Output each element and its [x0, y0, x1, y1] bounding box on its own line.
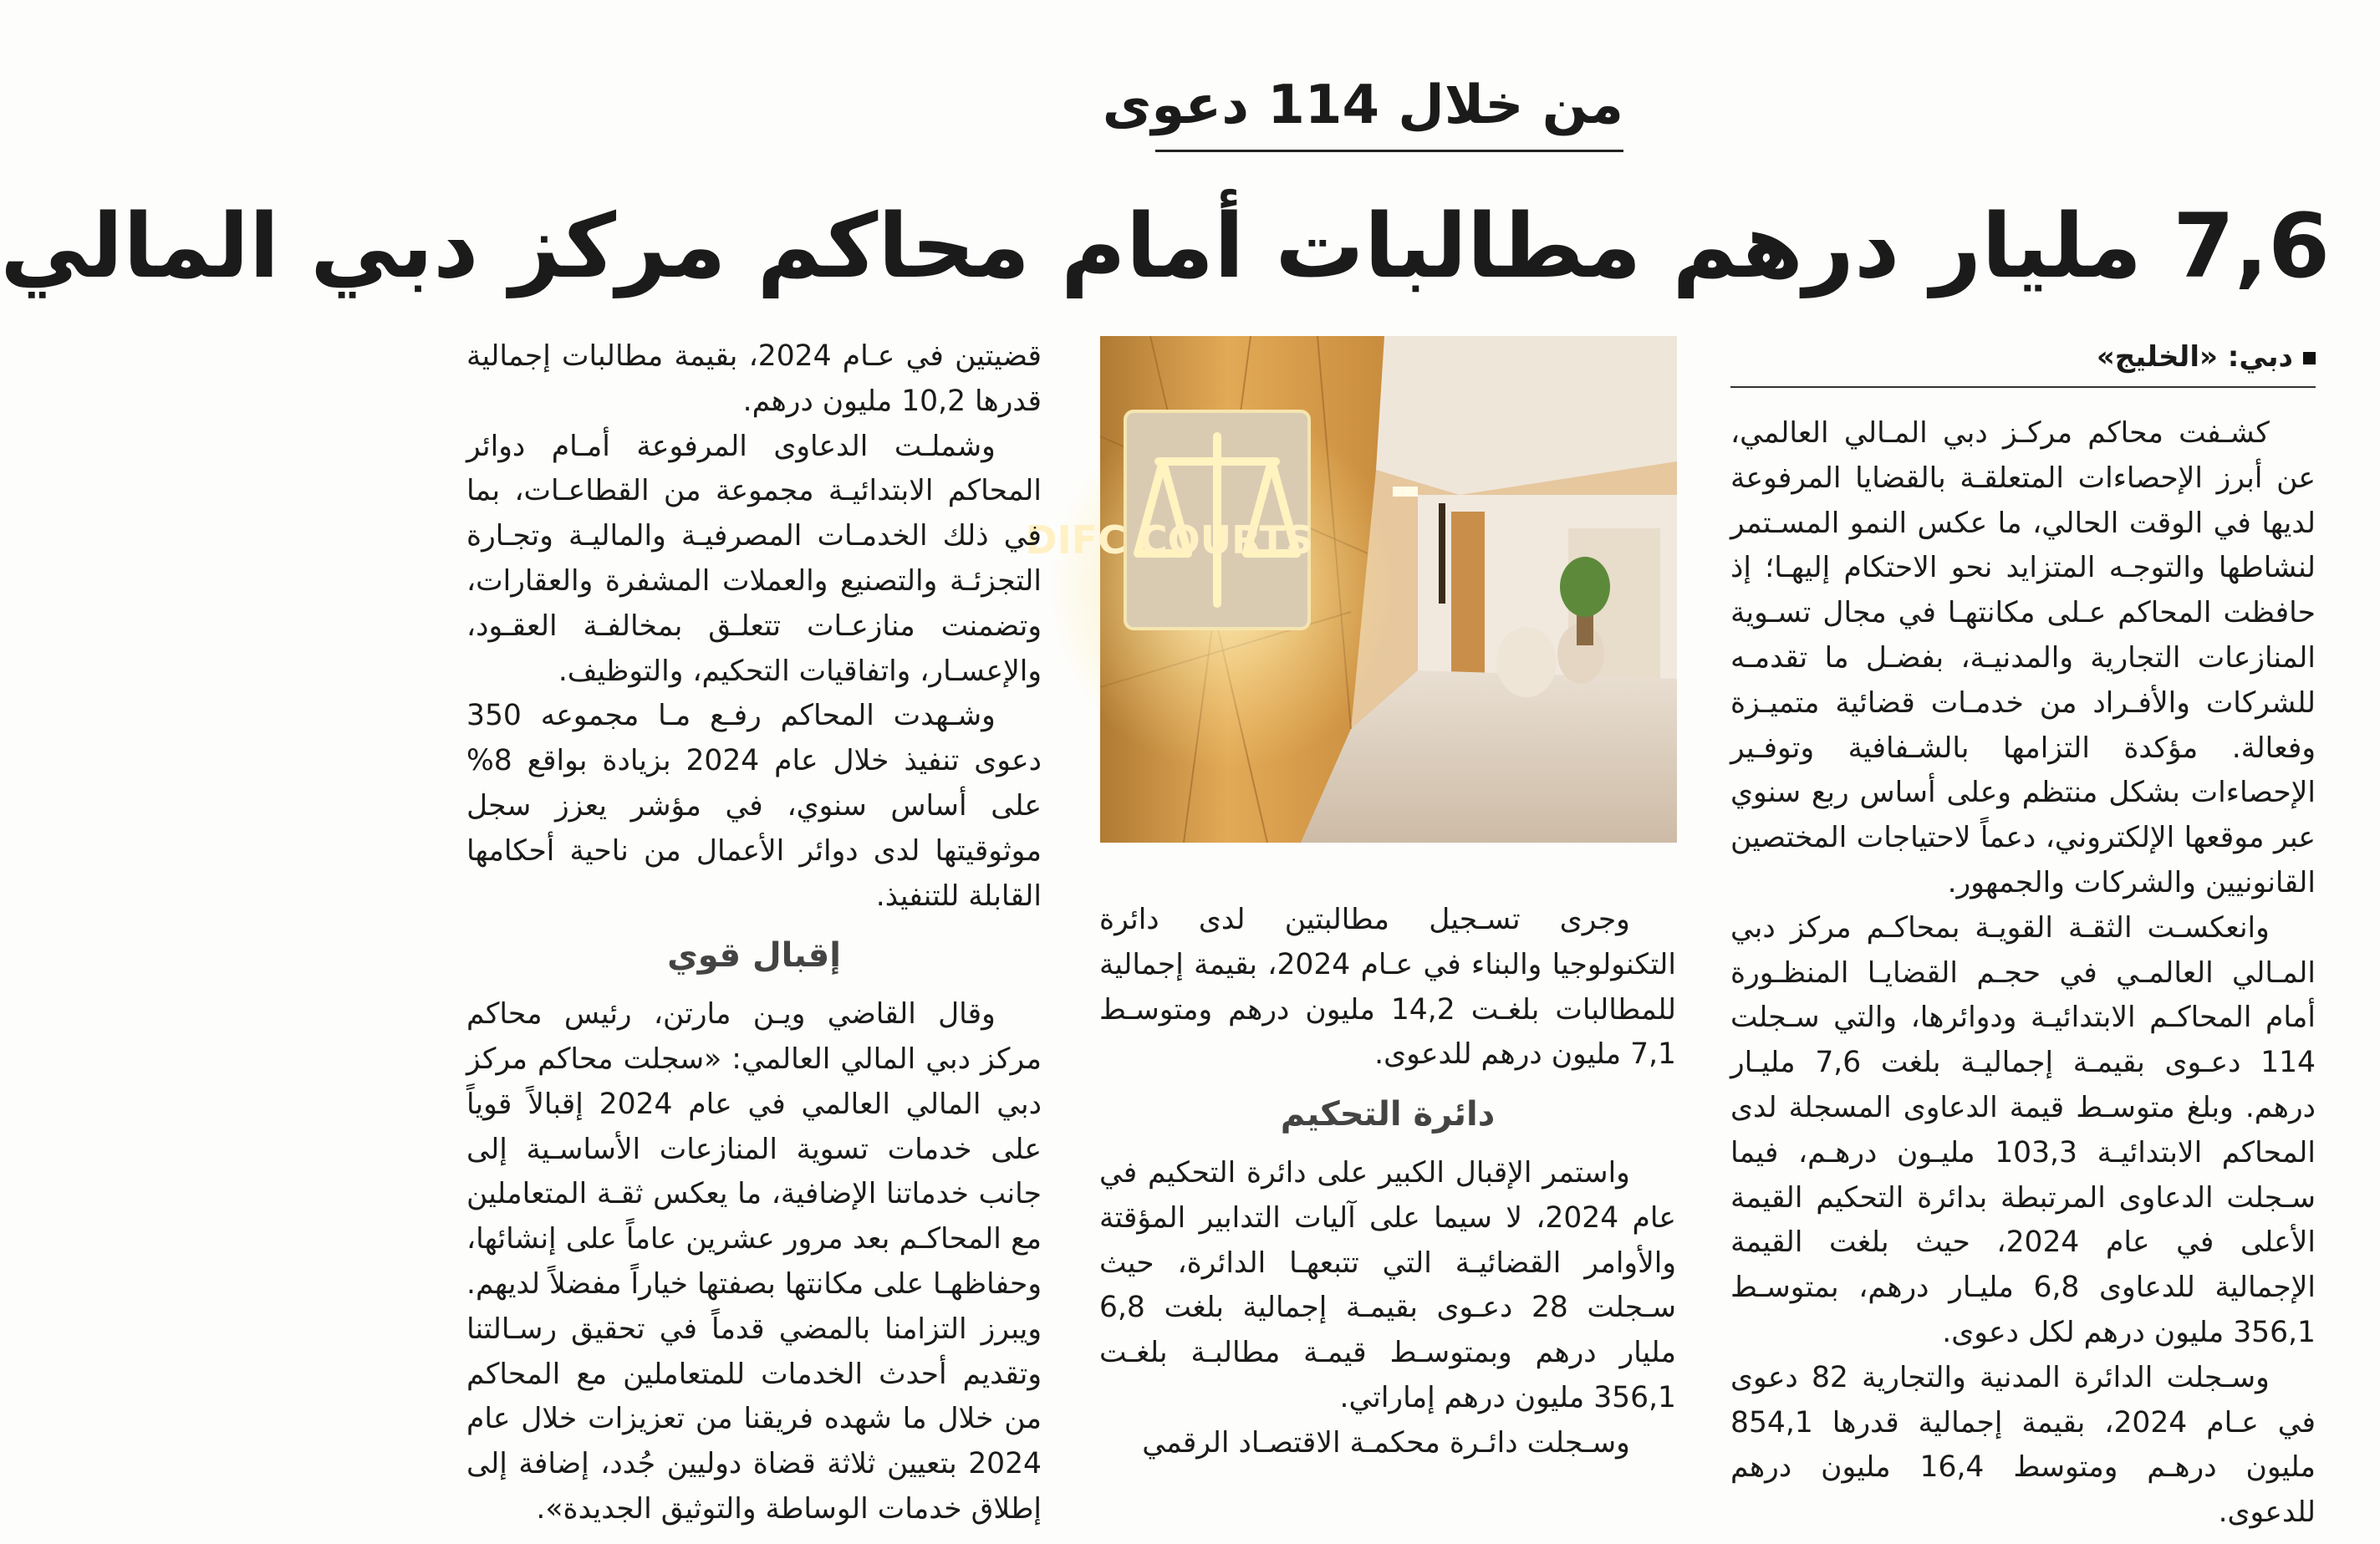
subheading: إقبال قوي — [667, 936, 841, 976]
paragraph: وقال القاضي ويـن مارتن، رئيس محاكم مركز دبي المالي العالمي: «سجلت محاكم مركز دبي المالي العالمي في عام 2024 إقبالاً قوياً على خدمات تسوية المنازعات الأساسـية إلى جانب خدماتنا الإضافية، ما يعكس ثقـة المتعاملين مع المحاكـم بعد مرور عشرين عاماً على إنشائها، وحفاظهـا على مكانتها بصفتها خياراً مفضلاً لديهم. ويبرز التزامنا بالمضي قدماً في تحقيق رسـالتنا وتقديم أحدث الخدمات للمتعاملين مع المحاكم من خلال ما شهده فريقنا من تعزيزات خلال عام 2024 بتعيين ثلاثة قضاة دوليين جُدد، إضافة إلى إطلاق خدمات الوساطة والتوثيق الجديدة». — [466, 997, 1042, 1526]
paragraph: وشملـت الدعاوى المرفوعة أمـام دوائر المحاكم الابتدائيـة مجموعة من القطاعـات، بما في ذلك الخدمـات المصرفيـة والماليـة وتجـارة التجزئـة والتصنيع والعملات المشفرة والعقارات، وتضمنت منازعـات تتعلـق بمخالفـة العقـود، والإعسـار، واتفاقيات التحكيم، والتوظيف. — [466, 429, 1042, 688]
middle-column — [1099, 898, 1676, 1466]
bullet-square-icon — [2303, 352, 2316, 364]
courts-lobby-photo — [1025, 336, 1677, 843]
photo-sign-text: DIFC COURTS — [1025, 517, 1313, 563]
paragraph: وسـجلت الدائرة المدنية والتجارية 82 دعوى في عـام 2024، بقيمة إجمالية قدرها 854,1 مليون درهـم ومتوسط 16,4 مليون درهم للدعوى. — [1730, 1360, 2316, 1530]
right-column — [1730, 334, 2316, 1536]
paragraph: وسـجلت دائـرة محكمـة الاقتصـاد الرقمي — [1142, 1425, 1630, 1460]
paragraph: واستمر الإقبال الكبير على دائرة التحكيم في عام 2024، لا سيما على آليات التدابير المؤقتة والأوامر القضائيـة التي تتبعهـا الدائرة، حيث سـجلت 28 دعـوى بقيمـة إجمالية بلغت 6,8 مليار درهم وبمتوسـط قيمـة مطالبـة بلغـت 356,1 مليون درهم إماراتي. — [1099, 1155, 1676, 1414]
byline — [1730, 334, 2316, 388]
left-column — [466, 334, 1042, 1532]
paragraph: كشـفت محاكم مركـز دبي المـالي العالمي، عن أبرز الإحصاءات المتعلقـة بالقضايا المرفوعة لديها في الوقت الحالي، ما عكس النمو المسـتمر لنشاطها والتوجـه المتزايد نحو الاحتكام إليهـا؛ إذ حافظت المحاكم عـلى مكانتهـا في مجال تسـوية المنازعات التجارية والمدنيـة، بفضـل ما تقدمـه للشركات والأفـراد من خدمـات قضائية متميـزة وفعالة. مؤكدة التزامها بالشـفافية وتوفـير الإحصاءات بشكل منتظم وعلى أساس ربع سنوي عبر موقعها الإلكتروني، دعماً لاحتياجات المختصين القانونيين والشركات والجمهور. — [1730, 416, 2316, 899]
subheading: دائرة التحكيم — [1280, 1095, 1496, 1134]
article-kicker: من خلال 114 دعوى — [1155, 59, 1623, 152]
byline-text: دبي: «الخليج» — [2096, 340, 2293, 374]
paragraph: قضيتين في عـام 2024، بقيمة مطالبات إجمالية قدرها 10,2 مليون درهم. — [466, 339, 1042, 418]
paragraph: وشـهدت المحاكم رفـع مـا مجموعه 350 دعوى تنفيذ خلال عام 2024 بزيادة بواقع 8% على أساس سنوي، في مؤشر يعزز سجل موثوقيتها لدى دوائر الأعمال من ناحية أحكامها القابلة للتنفيذ. — [466, 699, 1042, 913]
article-headline: 7,6 مليار درهم مطالبات أمام محاكم مركز دبي المالي — [0, 195, 2330, 298]
article-photo — [1025, 336, 1677, 843]
paragraph: وجرى تسـجيل مطالبتين لدى دائرة التكنولوجيا والبناء في عـام 2024، بقيمة إجمالية للمطالبات بلغـت 14,2 مليون درهم ومتوسـط 7,1 مليون درهم للدعوى. — [1099, 903, 1676, 1072]
paragraph: وانعكسـت الثقـة القويـة بمحاكـم مركز دبي المـالي العالمـي في حجـم القضايـا المنظـورة أمام المحاكـم الابتدائيـة ودوائرها، والتي سـجلت 114 دعـوى بقيمـة إجماليـة بلغت 7,6 مليـار درهم. وبلغ متوسـط قيمة الدعاوى المسجلة لدى المحاكم الابتدائيـة 103,3 مليـون درهـم، فيما سـجلت الدعاوى المرتبطة بدائرة التحكيم القيمة الأعلى في عام 2024، حيث بلغت القيمة الإجمالية للدعاوى 6,8 مليـار درهم، بمتوسـط 356,1 مليون درهم لكل دعوى. — [1730, 910, 2316, 1349]
